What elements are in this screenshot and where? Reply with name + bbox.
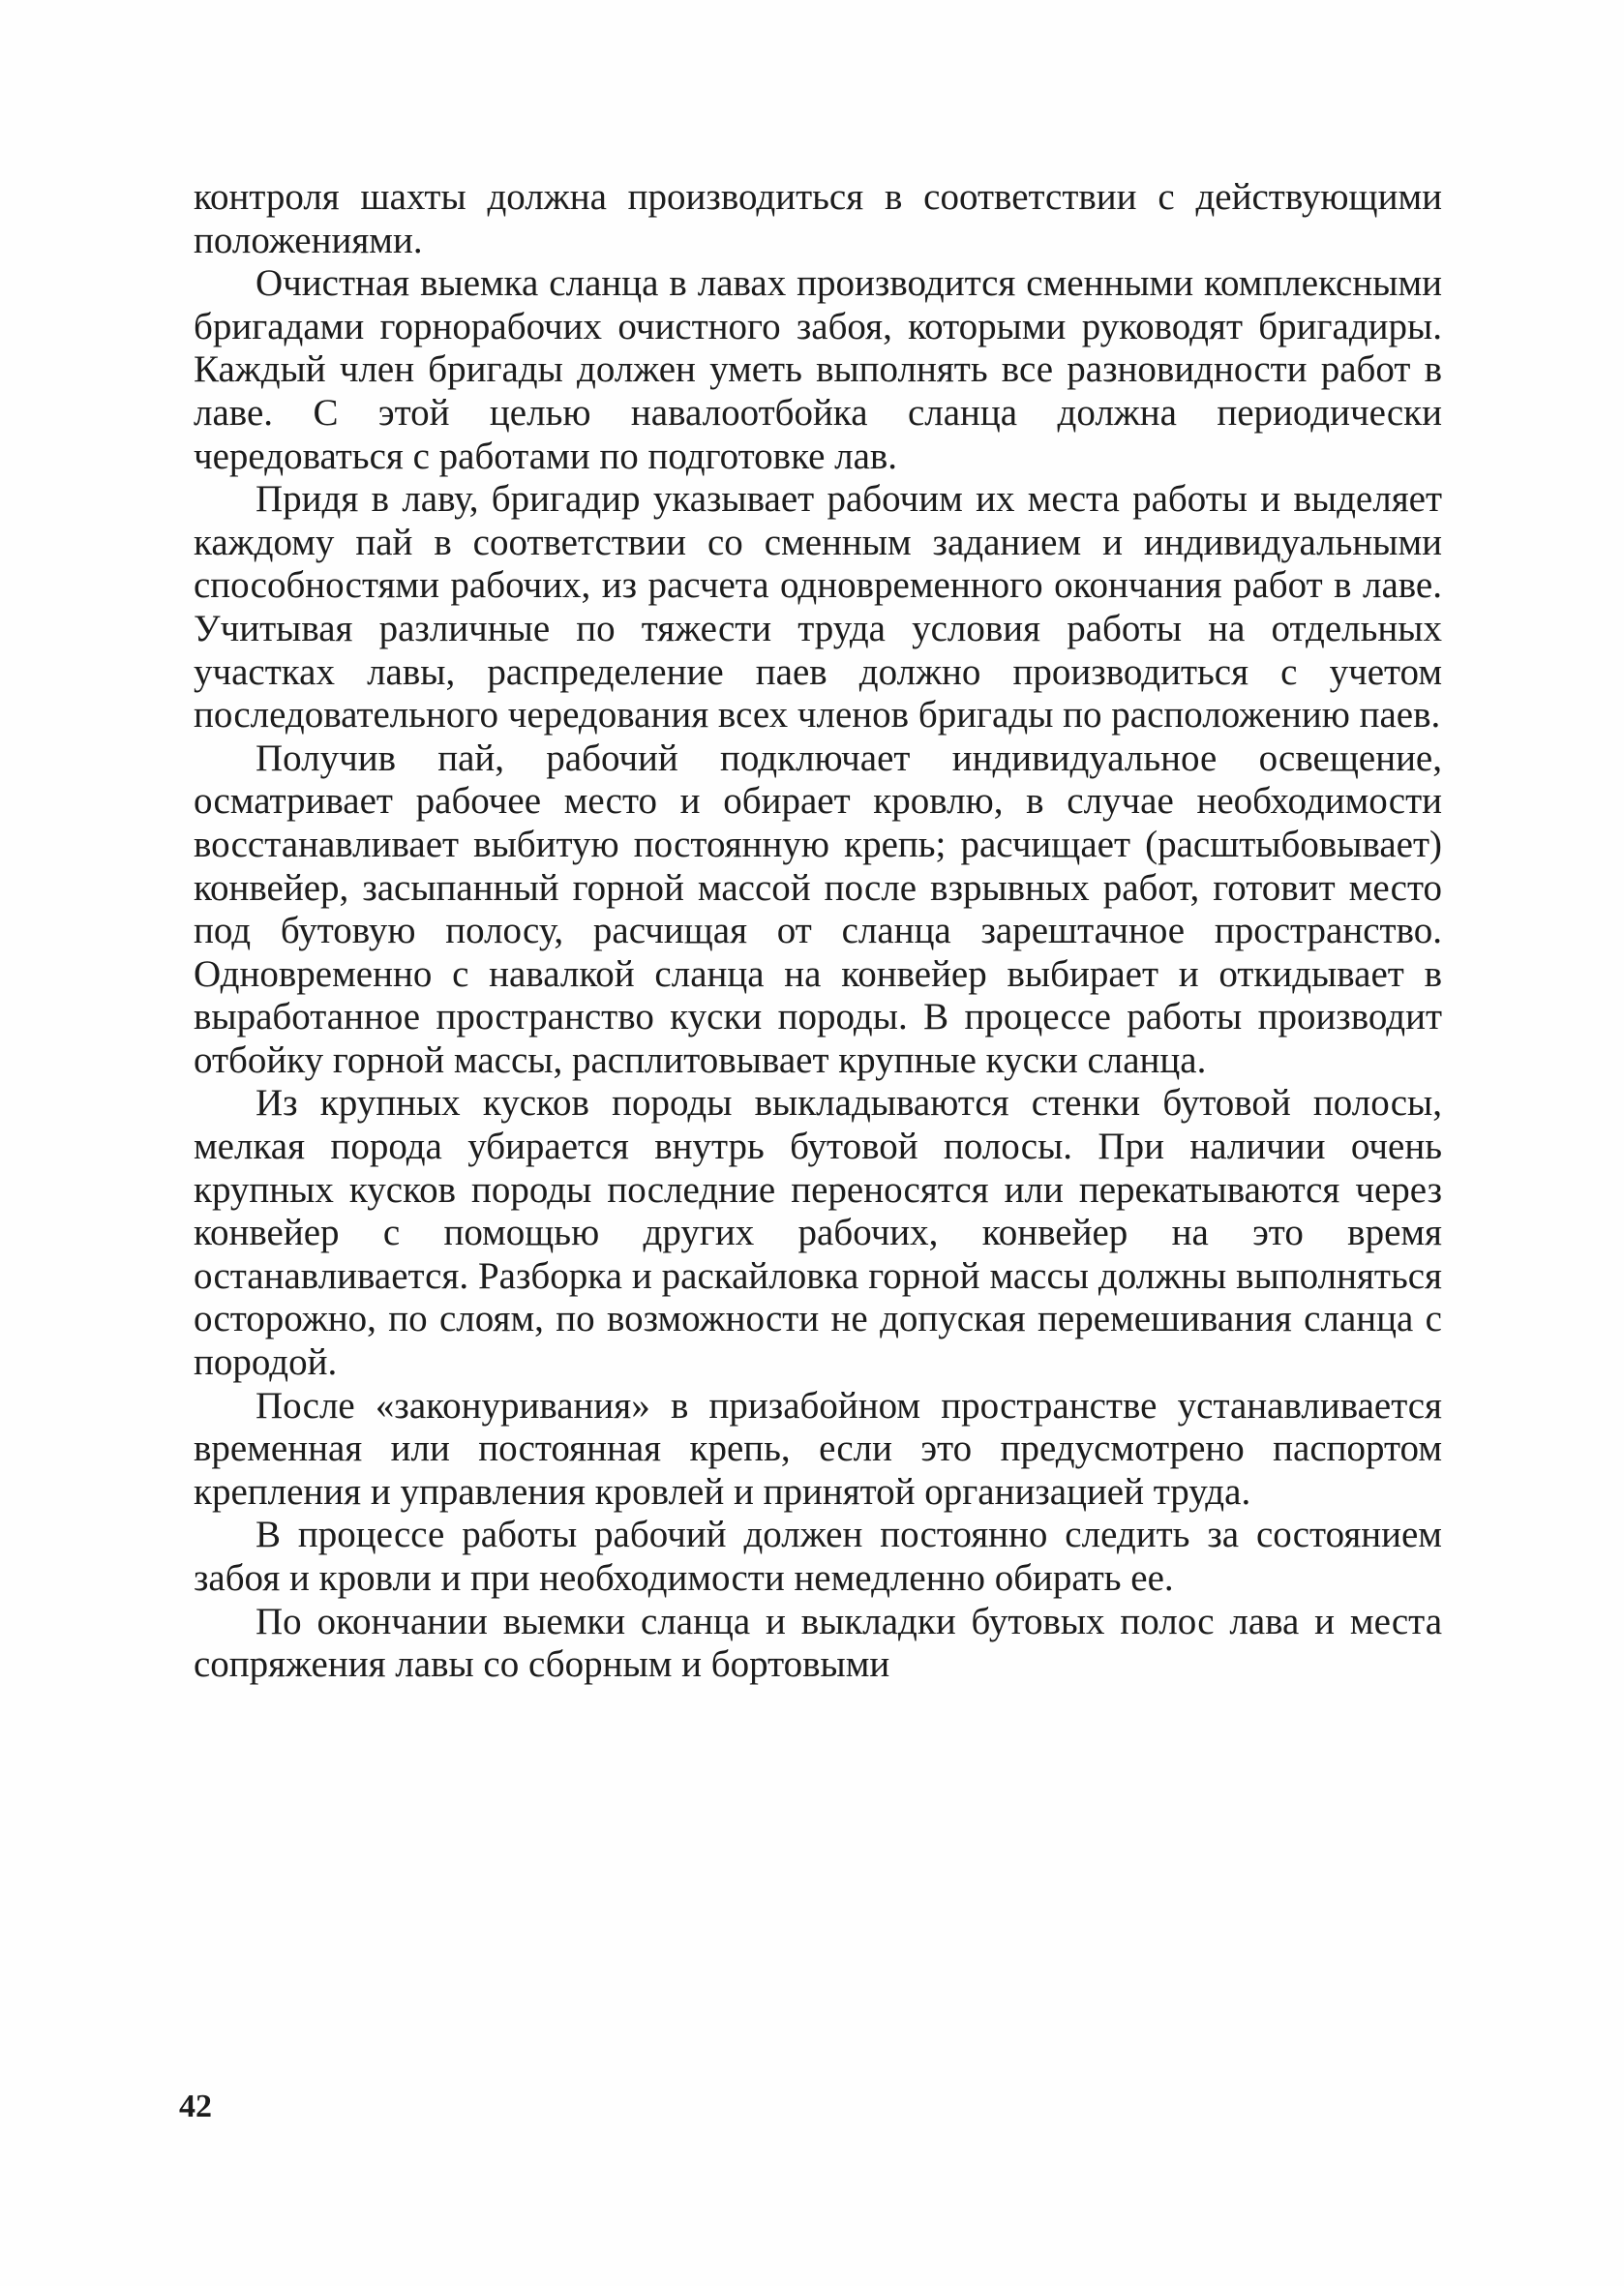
paragraph-rock-strip: Из крупных кусков породы выкладываются стенки бутовой полосы, мелкая порода убирается внутрь бутовой полосы. При наличии очень крупных кусков породы последние переносятся или перекатываются через конвейер с помощью других рабочих, конвейер на это время останавливается. Разборка и раскайловка горной массы должны выполняться осторожно, по слоям, по возможности не допуская перемешивания сланца с породой. bbox=[194, 1082, 1442, 1384]
body-text bbox=[194, 176, 1442, 1687]
paragraph-completion: По окончании выемки сланца и выкладки бутовых полос лава и места сопряжения лавы со сборным и бортовыми bbox=[194, 1600, 1442, 1686]
page-number: 42 bbox=[179, 2089, 212, 2124]
paragraph-worker-preparation: Получив пай, рабочий подключает индивидуальное освещение, осматривает рабочее место и обирает кровлю, в случае необходимости восстанавливает выбитую постоянную крепь; расчищает (расштыбовывает) конвейер, засыпанный горной массой после взрывных работ, готовит место под бутовую полосу, расчищая от сланца зарештачное пространство. Одновременно с навалкой сланца на конвейер выбирает и откидывает в выработанное пространство куски породы. В процессе работы производит отбойку горной массы, расплитовывает крупные куски сланца. bbox=[194, 737, 1442, 1081]
paragraph-support-installation: После «законуривания» в призабойном пространстве устанавливается временная или постоянная крепь, если это предусмотрено паспортом крепления и управления кровлей и принятой организацией труда. bbox=[194, 1384, 1442, 1513]
paragraph-roof-monitoring: В процессе работы рабочий должен постоянно следить за состоянием забоя и кровли и при необходимости немедленно обирать ее. bbox=[194, 1514, 1442, 1599]
paragraph-cleaning-excavation: Очистная выемка сланца в лавах производится сменными комплексными бригадами горнорабочих очистного забоя, которыми руководят бригадиры. Каждый член бригады должен уметь выполнять все разновидности работ в лаве. С этой целью навалоотбойка сланца должна периодически чередоваться с работами по подготовке лав. bbox=[194, 262, 1442, 477]
paragraph-foreman-assignment: Придя в лаву, бригадир указывает рабочим их места работы и выделяет каждому пай в соответствии со сменным заданием и индивидуальными способностями рабочих, из расчета одновременного окончания работ в лаве. Учитывая различные по тяжести труда условия работы на отдельных участках лавы, распределение паев должно производиться с учетом последовательного чередования всех членов бригады по расположению паев. bbox=[194, 478, 1442, 737]
paragraph-continuation: контроля шахты должна производиться в соответствии с действующими положениями. bbox=[194, 176, 1442, 261]
